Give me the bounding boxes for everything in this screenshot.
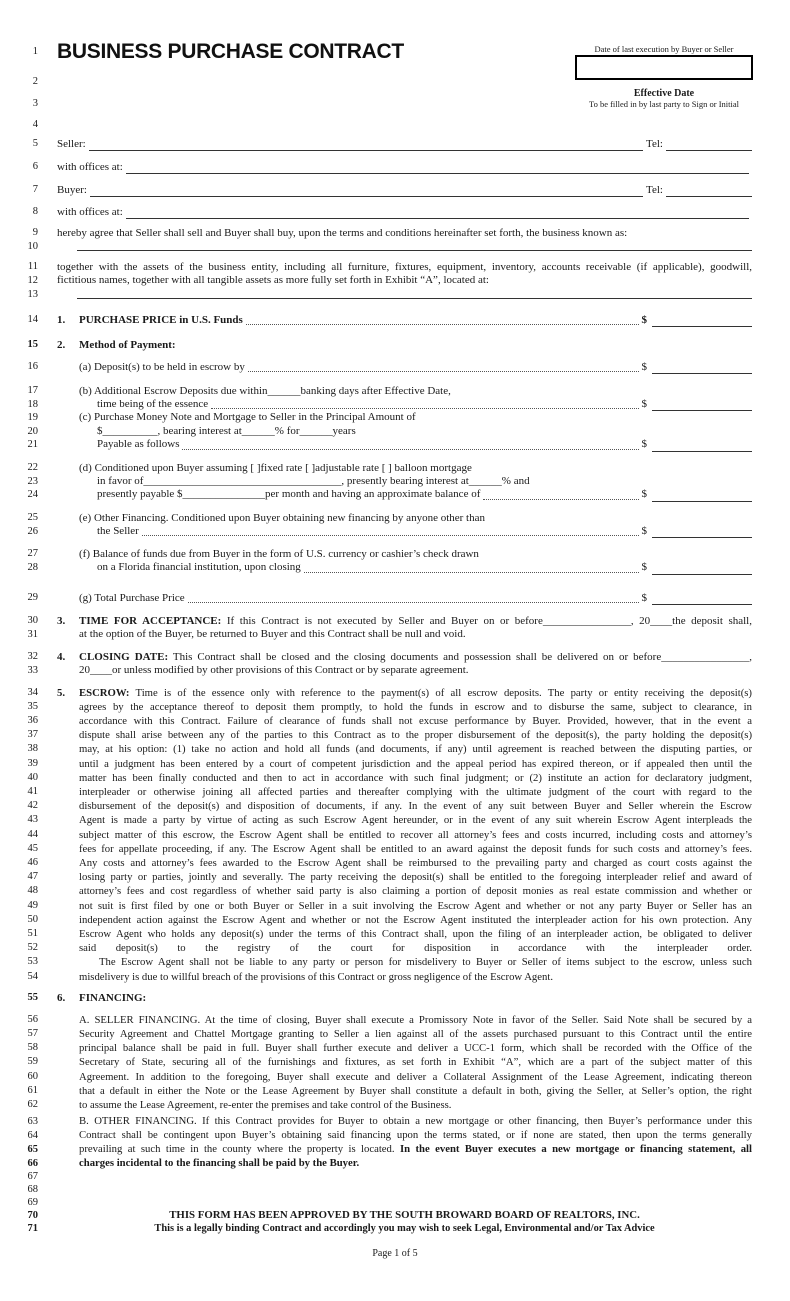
additional-escrow-row: [0, 398, 790, 412]
line-number: 18: [27, 398, 38, 410]
approval-row: [0, 1209, 790, 1222]
section-number: 2.: [57, 338, 66, 351]
buyer-name-field[interactable]: [90, 184, 643, 197]
time-for-acceptance-row: [0, 628, 790, 642]
other-financing-field[interactable]: [652, 525, 752, 538]
seller-financing-paragraph: [79, 1013, 752, 1112]
line-number: 25: [27, 511, 38, 523]
line-number: 12: [27, 275, 38, 286]
time-for-acceptance-text: at the option of the Buyer, be returned to Buyer and this Contract shall be null and void.: [79, 627, 466, 640]
line-number: 34: [27, 686, 38, 698]
note-terms-row: [0, 425, 790, 439]
dot-leader: [142, 534, 639, 536]
assumption-favor-text: in favor of____________________________________, presently bearing interest at______% and: [97, 474, 530, 487]
line-number: 63: [27, 1116, 38, 1128]
line-number: 70: [27, 1210, 38, 1222]
method-of-payment-label: Method of Payment:: [79, 338, 176, 351]
seller-tel-field[interactable]: [666, 138, 752, 151]
escrow-text-line: matter has been finally conducted and then to act in accordance with such final judgment; or (2) institute an action for declaratory judgment,: [79, 771, 752, 784]
line-number: 5: [32, 138, 38, 149]
line-number: 10: [27, 241, 38, 252]
financing-row: [0, 991, 790, 1005]
escrow-text-line: agrees by the acceptance thereof to deposit them promptly, to hold the funds in escrow and to disburse the same, subject to clearance, in: [79, 700, 752, 713]
line-number: 26: [27, 525, 38, 537]
section-number: 4.: [57, 651, 66, 663]
line-number: 42: [27, 800, 38, 812]
additional-escrow-row: [0, 384, 790, 398]
line-number: 59: [27, 1056, 38, 1068]
line-number: 4: [32, 119, 38, 130]
line-number: 32: [27, 651, 38, 662]
execution-date-box[interactable]: [575, 55, 753, 80]
line-number: 22: [27, 461, 38, 473]
payable-row: [0, 438, 790, 452]
total-purchase-price-field[interactable]: [652, 592, 752, 605]
buyer-offices-field[interactable]: [126, 206, 749, 219]
line-numbers: [0, 1115, 38, 1170]
blank-row: [0, 1183, 790, 1196]
escrow-text-line: attorney’s fees and cost regardless of whether said party is also claiming a portion of deposit monies as real estate commission and whether or: [79, 885, 752, 898]
line-number: 52: [27, 942, 38, 954]
binding-advice-row: [0, 1222, 790, 1236]
line-number: 68: [27, 1184, 38, 1196]
page-number: Page 1 of 5: [372, 1248, 418, 1260]
line-number: 15: [27, 338, 38, 350]
financing-label: FINANCING:: [79, 991, 147, 1004]
section-number: 3.: [57, 614, 66, 627]
line-number: 16: [27, 360, 38, 372]
line-number: 64: [27, 1129, 38, 1141]
dot-leader: [248, 370, 639, 372]
escrow-liability-paragraph: [79, 955, 752, 983]
dollar-sign: $: [641, 397, 647, 410]
assets-clause-text: together with the assets of the business entity, including all furniture, fixtures, equipment, inventory, accounts receivable (if applicable), goodwill,: [57, 261, 752, 273]
dollar-sign: $: [641, 360, 647, 373]
balance-of-funds-text: (f) Balance of funds due from Buyer in the form of U.S. currency or cashier’s check drawn: [79, 548, 479, 560]
seller-financing-line: to assume the Lease Agreement, re-enter the premises and take control of the Business.: [79, 1098, 452, 1111]
line-number: 2: [32, 76, 38, 87]
closing-date-row: [0, 650, 790, 664]
assets-clause-row: [0, 274, 790, 288]
other-financing-text: (e) Other Financing. Conditioned upon Buyer obtaining new financing by anyone other than: [79, 511, 485, 524]
location-field[interactable]: [77, 288, 752, 299]
escrow-text-line: Agent is made a party by virtue of acting as such Escrow Agent hereunder, or in the event of any suit wherein Escrow Agent interpleads the: [79, 814, 752, 827]
escrow-text-line: Escrow Agent who holds any deposit(s) under the terms of this Contract shall, upon the filing of an interpleader action, be obligated to deliver: [79, 927, 752, 940]
the-seller-label: the Seller: [97, 524, 139, 537]
escrow-text-line: subject matter of this escrow, the Escrow Agent shall be entitled to recover all attorney’s fees and costs incurred, including costs and attorney’s: [79, 828, 752, 841]
additional-escrow-amount-field[interactable]: [652, 398, 752, 411]
seller-financing-line: A. SELLER FINANCING. At the time of closing, Buyer shall execute a Promissory Note in favor of the Seller. Said Note shall be secured by a: [79, 1013, 752, 1026]
dollar-sign: $: [641, 313, 647, 326]
dot-leader: [182, 448, 638, 450]
buyer-offices-label: with offices at:: [57, 206, 123, 218]
dot-leader: [211, 407, 638, 409]
line-number: 62: [27, 1098, 38, 1110]
assets-clause-row: [0, 260, 790, 274]
escrow-text-line: may, at his option: (1) take no action and hold all funds (and documents, if any) until agreement is reached between the disputing parties, or: [79, 743, 752, 756]
payable-label: Payable as follows: [97, 438, 180, 450]
time-for-acceptance-text: If this Contract is not executed by Seller and Buyer on or before________________, 20____the deposit shall,: [226, 614, 752, 627]
seller-financing-line: principal balance shall be paid in full. Buyer shall further execute and deliver a UCC-1 form, which shall be recorded with the Office of the: [79, 1042, 752, 1055]
other-financing-bold-line: charges incidental to the financing shall be paid by the Buyer.: [79, 1156, 360, 1169]
line-number: 19: [27, 412, 38, 423]
line-number: 14: [27, 313, 38, 325]
line-number: 46: [27, 856, 38, 868]
line-number: 58: [27, 1042, 38, 1054]
escrow-text-line: losing party or parties, jointly and severally. The party receiving the deposit(s) shall be entitled to the foregoing interpleader relief and award of: [79, 871, 752, 884]
line-number: 35: [27, 700, 38, 712]
deposit-label: (a) Deposit(s) to be held in escrow by: [79, 360, 245, 373]
seller-financing-line: that a default in either the Note or the Lease Agreement by Buyer shall constitute a default in both, giving the Seller, at Seller’s option, the right: [79, 1084, 752, 1097]
line-number: 39: [27, 757, 38, 769]
seller-financing-line: Agreement. In addition to the foregoing, Buyer shall execute and deliver a Collateral Assignment of the Lease Agreement, indicating thereon: [79, 1070, 752, 1083]
section-number: 5.: [57, 686, 66, 699]
effective-date-label: Effective Date: [633, 88, 695, 99]
execution-date-block: [575, 44, 753, 109]
other-financing-line: B. OTHER FINANCING. If this Contract provides for Buyer to obtain a new mortgage or other financing, then Buyer’s performance under this: [79, 1115, 752, 1128]
assumption-row: [0, 461, 790, 475]
other-financing-row: [0, 511, 790, 525]
line-number: 55: [27, 991, 38, 1003]
line-numbers: [0, 1013, 38, 1112]
line-number: 3: [32, 98, 38, 109]
escrow-text-line: said deposit(s) to the registry of the court for disposition in accordance with the interpleader order.: [79, 942, 752, 955]
line-number: 50: [27, 913, 38, 925]
line-number: 54: [27, 970, 38, 982]
line-number: 17: [27, 384, 38, 396]
seller-row: [0, 137, 790, 151]
closing-date-text: This Contract shall be closed and the closing documents and possession shall be delivered on or before________________,: [172, 651, 752, 663]
dollar-sign: $: [641, 524, 647, 537]
other-financing-line: Contract shall be contingent upon Buyer’s obtaining said financing upon the terms stated, or if none are stated, then upon the terms generally: [79, 1128, 752, 1141]
line-number: 33: [27, 665, 38, 676]
escrow-paragraph: [79, 686, 752, 956]
line-number: 45: [27, 842, 38, 854]
escrow-text-line: fees for appellate proceeding, if any. The Escrow Agent shall be entitled to an award against the deposit funds for such costs and attorney’s fees.: [79, 842, 752, 855]
line-number: 31: [27, 628, 38, 640]
other-financing-section: [0, 1115, 790, 1170]
purchase-price-row: [0, 313, 790, 327]
binding-advice-text: This is a legally binding Contract and accordingly you may wish to seek Legal, Environmental and/or Tax Advice: [154, 1223, 655, 1235]
balance-closing-field[interactable]: [652, 562, 752, 575]
balance-closing-text: on a Florida financial institution, upon closing: [97, 561, 301, 573]
approval-text: THIS FORM HAS BEEN APPROVED BY THE SOUTH BROWARD BOARD OF REALTORS, INC.: [169, 1209, 640, 1222]
escrow-liability-line: The Escrow Agent shall not be liable to any party or person for misdelivery to Buyer or Seller of items subject to the escrow, unless such: [99, 956, 752, 969]
deposit-row: [0, 360, 790, 374]
line-number: 44: [27, 828, 38, 840]
agreement-intro-row: [0, 226, 790, 240]
line-number: 66: [27, 1157, 38, 1169]
dollar-sign: $: [641, 488, 647, 500]
buyer-offices-row: [0, 205, 790, 219]
closing-date-text: 20____or unless modified by other provisions of this Contract or by separate agreement.: [79, 664, 469, 676]
buyer-row: [0, 183, 790, 197]
time-for-acceptance-label: TIME FOR ACCEPTANCE:: [79, 614, 222, 627]
seller-financing-line: Secretary of State, securing all of the furnishings and fixtures, as set forth in Exhibit “A”, which are a part of the subject matter of this: [79, 1056, 752, 1069]
execution-date-label: Date of last execution by Buyer or Seller: [594, 44, 734, 54]
line-number: 71: [27, 1223, 38, 1235]
other-financing-amount-row: [0, 525, 790, 539]
escrow-text-line: dispute shall arise between any of the parties to this Contract as to the proper disbursement of the deposit(s), the party holding the deposit(s): [79, 729, 752, 742]
line-number: 43: [27, 814, 38, 826]
escrow-text-line: disbursement of the deposit(s) and disposition of documents, if any. In the event of any suit between Buyer and Seller wherein the Escrow: [79, 800, 752, 813]
escrow-text-line: independent action against the Escrow Agent and whether or not the Escrow Agent instituted the interpleader action for his own protection. Any: [79, 913, 752, 926]
line-number: 23: [27, 475, 38, 487]
time-for-acceptance-row: [0, 614, 790, 628]
dollar-sign: $: [641, 438, 647, 450]
line-number: 57: [27, 1027, 38, 1039]
line-number: 30: [27, 614, 38, 626]
escrow-text-line: not suit is first filed by one or both Buyer or Seller in a suit involving the Escrow Agent and whether or not any party Buyer or Seller has an: [79, 899, 752, 912]
seller-offices-field[interactable]: [126, 161, 749, 174]
assumption-favor-row: [0, 475, 790, 489]
line-number: 8: [32, 206, 38, 217]
line-number: 40: [27, 771, 38, 783]
escrow-text-line: until a judgment has been entered by a court of competent jurisdiction and the appeal period has expired thereon, or if appealed then until the: [79, 757, 752, 770]
line-number: 49: [27, 899, 38, 911]
line-number: 48: [27, 885, 38, 897]
business-name-field[interactable]: [77, 240, 752, 251]
escrow-text-line: Any costs and attorney’s fees awarded to the Escrow Agent shall be reimbursed to the prevailing party and charged as court costs against the: [79, 856, 752, 869]
seller-name-field[interactable]: [89, 138, 643, 151]
closing-date-row: [0, 664, 790, 678]
seller-label: Seller:: [57, 138, 86, 150]
deposit-amount-field[interactable]: [652, 361, 752, 374]
line-number: 20: [27, 425, 38, 437]
escrow-text: Time is of the essence only with reference to the payment(s) of all escrow deposits. The party or entity receiving the deposit(s): [135, 686, 752, 699]
line-number: 38: [27, 743, 38, 755]
line-number: 56: [27, 1013, 38, 1025]
line-number: 47: [27, 871, 38, 883]
balance-closing-row: [0, 561, 790, 575]
seller-financing-line: Security Agreement and Chattel Mortgage granting to Seller a lien against all of the assets purchased pursuant to this Contract until the entire: [79, 1027, 752, 1040]
dollar-sign: $: [641, 591, 647, 604]
escrow-section: [0, 686, 790, 984]
line-number: 69: [27, 1197, 38, 1209]
line-number: 65: [27, 1143, 38, 1155]
purchase-money-note-row: [0, 411, 790, 425]
time-essence-label: time being of the essence: [97, 397, 209, 410]
purchase-money-note-text: (c) Purchase Money Note and Mortgage to Seller in the Principal Amount of: [79, 411, 416, 423]
seller-financing-section: [0, 1013, 790, 1112]
assumption-balance-row: [0, 488, 790, 502]
other-financing-bold-text: In the event Buyer executes a new mortgage or financing statement, all: [399, 1142, 752, 1155]
purchase-price-amount-field[interactable]: [652, 314, 752, 327]
line-number: 53: [27, 956, 38, 968]
dot-leader: [304, 571, 639, 573]
total-purchase-price-label: (g) Total Purchase Price: [79, 591, 185, 604]
assets-clause-text: fictitious names, together with all tangible assets as more fully set forth in Exhibit “A”, located at:: [57, 274, 489, 286]
seller-offices-label: with offices at:: [57, 161, 123, 173]
header: [0, 38, 790, 137]
closing-date-label: CLOSING DATE:: [79, 651, 169, 663]
effective-date-note: To be filled in by last party to Sign or Initial: [588, 99, 740, 109]
buyer-tel-label: Tel:: [646, 184, 663, 196]
section-number: 1.: [57, 313, 66, 326]
other-financing-paragraph: [79, 1115, 752, 1170]
line-number: 13: [27, 288, 38, 300]
line-number: 24: [27, 489, 38, 500]
escrow-liability-line: misdelivery is due to willful breach of the provisions of this Contract or gross negligence of the Escrow Agent.: [79, 970, 554, 983]
line-number: 36: [27, 714, 38, 726]
escrow-text-line: interpleader or otherwise joining all affected parties and thereafter complying with the ultimate judgment of the court with regard to the: [79, 785, 752, 798]
payable-amount-field[interactable]: [652, 439, 752, 452]
business-name-row: [0, 240, 790, 253]
line-number: 60: [27, 1070, 38, 1082]
line-number: 7: [32, 184, 38, 195]
buyer-tel-field[interactable]: [666, 184, 752, 197]
line-number: 6: [32, 161, 38, 172]
line-number: 9: [32, 227, 38, 238]
line-number: 21: [27, 439, 38, 450]
assumption-balance-text: presently payable $_______________per month and having an approximate balance of: [97, 488, 481, 500]
method-of-payment-row: [0, 338, 790, 352]
line-number: 37: [27, 729, 38, 741]
line-number: 51: [27, 927, 38, 939]
seller-tel-label: Tel:: [646, 138, 663, 150]
seller-offices-row: [0, 160, 790, 174]
line-numbers: [0, 686, 38, 984]
line-number: 67: [27, 1171, 38, 1183]
line-number: 27: [27, 548, 38, 559]
dollar-sign: $: [641, 561, 647, 573]
dot-leader: [483, 498, 638, 500]
purchase-price-label: PURCHASE PRICE in U.S. Funds: [79, 313, 243, 326]
section-number: 6.: [57, 991, 66, 1004]
agreement-intro-text: hereby agree that Seller shall sell and Buyer shall buy, upon the terms and conditions hereinafter set forth, the business known as:: [57, 227, 628, 239]
balance-of-funds-row: [0, 547, 790, 561]
line-number: 41: [27, 785, 38, 797]
blank-row: [0, 1170, 790, 1183]
assumption-balance-field[interactable]: [652, 489, 752, 502]
location-row: [0, 288, 790, 301]
line-number: 1: [32, 46, 38, 57]
line-number: 11: [27, 261, 38, 272]
line-number: 29: [27, 591, 38, 603]
line-number: 61: [27, 1084, 38, 1096]
escrow-text-line: accordance with this Contract. Failure of clearance of funds shall not excuse performance by Buyer. Provided, however, that in the event a: [79, 714, 752, 727]
additional-escrow-text: (b) Additional Escrow Deposits due within______banking days after Effective Date,: [79, 384, 451, 397]
other-financing-line: prevailing at such time in the county where the property is located.: [79, 1142, 395, 1155]
line-number: 28: [27, 562, 38, 573]
buyer-label: Buyer:: [57, 184, 87, 196]
note-terms-text: $__________, bearing interest at______% for______years: [97, 424, 356, 437]
page-title: BUSINESS PURCHASE CONTRACT: [57, 40, 404, 63]
escrow-label: ESCROW:: [79, 686, 130, 699]
dot-leader: [246, 323, 639, 325]
assumption-text: (d) Conditioned upon Buyer assuming [ ]fixed rate [ ]adjustable rate [ ] balloon mortgage: [79, 461, 472, 474]
dot-leader: [188, 601, 639, 603]
total-purchase-price-row: [0, 591, 790, 605]
blank-row: [0, 1196, 790, 1209]
